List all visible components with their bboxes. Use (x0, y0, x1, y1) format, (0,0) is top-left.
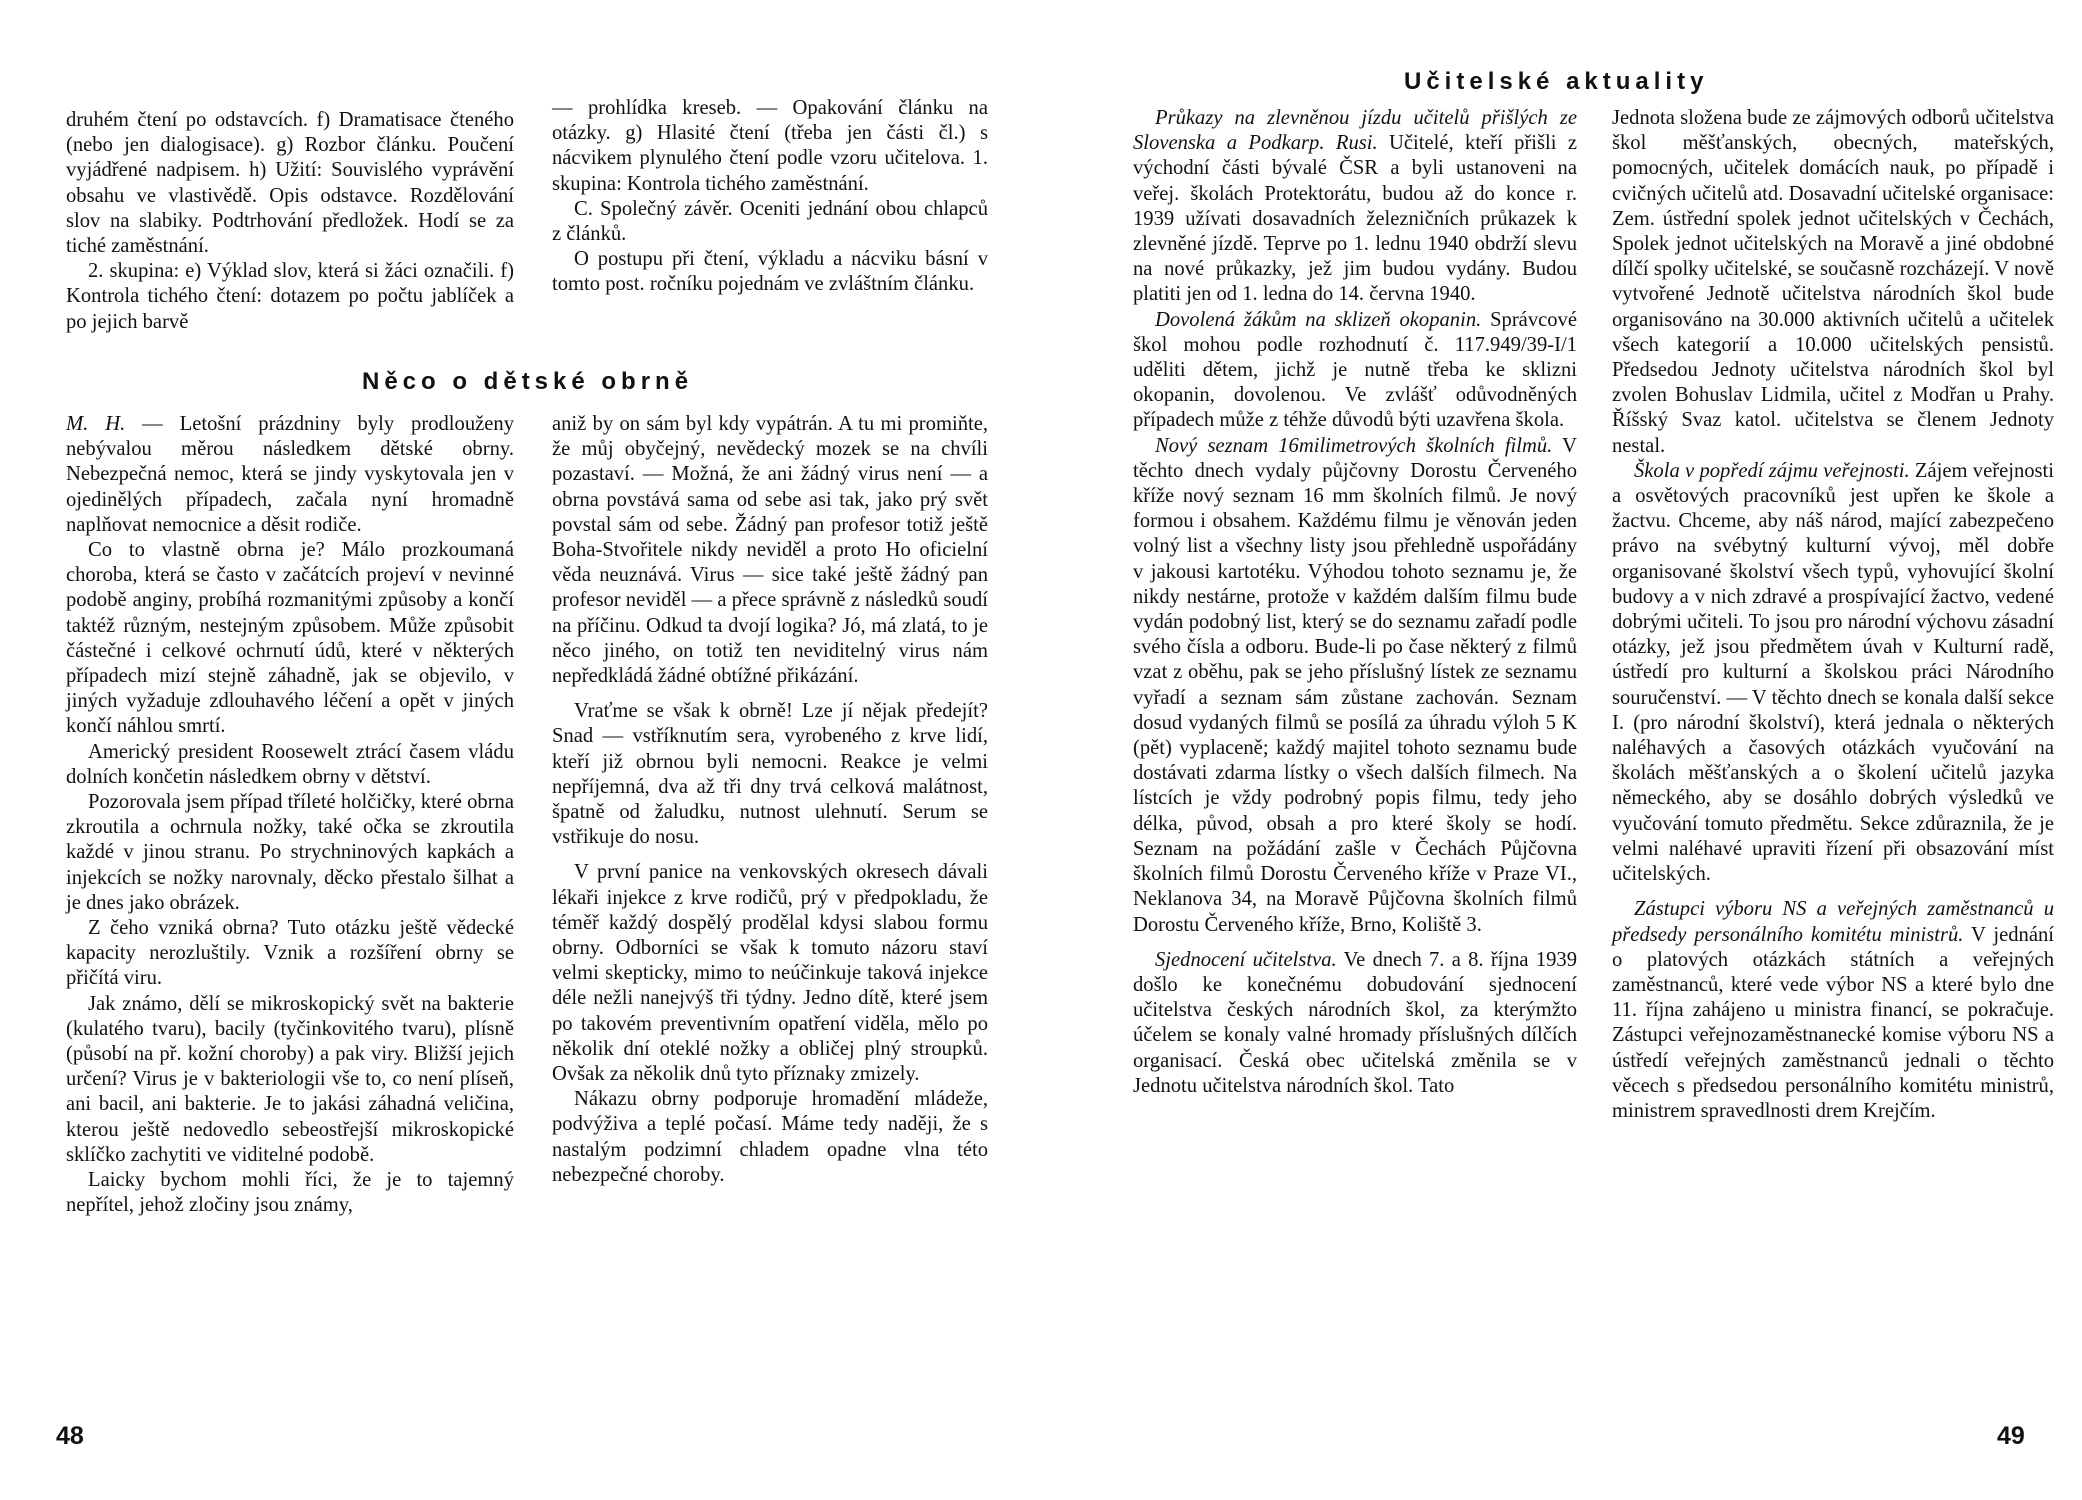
paragraph: Laicky bychom mohli říci, že je to tajemný nepřítel, jehož zločiny jsou známy, (66, 1169, 514, 1217)
paragraph: Nákazu obrny podporuje hromadění mládeže, podvýživa a teplé počasí. Máme tedy naději, že s nastalým podzimní chladem opadne vlna této nebezpečné choroby. (552, 1088, 988, 1186)
paragraph: Co to vlastně obrna je? Málo prozkoumaná choroba, která se často v začátcích projeví v nevinné podobě anginy, probíhá rozmanitými způsoby a končí taktéž různým, nestejným způsobem. Může způsobit částečné i celkové ochrnutí údů, které v některých případech mizí stejně záhadně, jak se objevilo, v jiných vyžaduje zdlouhavého léčení a opět v jiných končí náhlou smrtí. (66, 539, 514, 738)
paragraph: aniž by on sám byl kdy vypátrán. A tu mi promiňte, že můj obyčejný, nevědecký mozek se na chvíli pozastaví. — Možná, že ani žádný virus není — a obrna povstává sama od sebe asi tak, jako prý svět povstal sám od sebe. Žádný pan profesor totiž ještě Boha-Stvořitele nikdy neviděl a proto Ho oficielní věda neuznává. Virus — sice také ještě žádný pan profesor neviděl — a přece správně z následků soudí na příčinu. Odkud ta dvojí logika? Jó, má zlatá, to je něco jiného, on totiž ten neviditelný virus nám nepředkládá žádné obtížné přikázání. (552, 413, 988, 688)
news-item: Zástupci výboru NS a veřejných zaměstnanců u předsedy personálního komitétu ministrů. V jednání o platových otázkách státních a veřejných zaměstnanců, které vede výbor NS a které bylo dne 11. října zahájeno u ministra financí, se pokračuje. Zástupci veřejnozaměstnanecké komise výboru NS a ústředí veřejných zaměstnanců jednali o těchto věcech s předsedou personálního komitétu ministrů, ministrem spravedlnosti drem Krejčím. (1612, 898, 2054, 1122)
paragraph: Americký president Roosewelt ztrácí časem vládu dolních končetin následkem obrny v dětství. (66, 740, 514, 788)
left-top-column-2 (552, 96, 988, 298)
left-article-column-2 (552, 412, 988, 1188)
paragraph: druhém čtení po odstavcích. f) Dramatisace čteného (nebo jen dialogisace). g) Rozbor článku. Poučení vyjádřené nadpisem. h) Užití: Souvislého vyprávění obsahu ve vlastivědě. Opis odstavce. Rozdělování slov na slabiky. Podtrhování předložek. Hodí se za tiché zaměstnání. (66, 109, 514, 258)
article-title: Něco o dětské obrně (362, 368, 694, 395)
paragraph: Vraťme se však k obrně! Lze jí nějak předejít? Snad — vstříknutím sera, vyrobeného z krve lidí, kteří již obrnou byli nemocni. Reakce je velmi nepříjemná, dva až tři dny trvá celková malátnost, špatně od žaludku, nutnost ulehnutí. Serum se vstřikuje do nosu. (552, 700, 988, 849)
paragraph: O postupu při čtení, výkladu a nácviku básní v tomto post. ročníku pojednám ve zvláštním článku. (552, 248, 988, 296)
paragraph: Pozorovala jsem případ tříleté holčičky, které obrna zkroutila a ochrnula nožky, také očka se zkroutila každé v jinou stranu. Po strychninových kapkách a injekcích se nožky narovnaly, děcko přestalo šilhat a je dnes jako obrázek. (66, 791, 514, 914)
paragraph: 2. skupina: e) Výklad slov, která si žáci označili. f) Kontrola tichého čtení: dotazem po počtu jablíček a po jejich barvě (66, 260, 514, 333)
right-column-2 (1612, 106, 2054, 1124)
paragraph: V první panice na venkovských okresech dávali lékaři injekce z krve rodičů, prý v předpokladu, že téměř každý dospělý prodělal kdysi slabou formu obrny. Odborníci se však k tomuto názoru staví velmi skepticky, mimo to neúčinkuje taková injekce déle nežli nanejvýš tři týdny. Jedno dítě, které jsem po takovém preventivním opatření viděla, mělo po několik dní oteklé nožky a obličej plný stroupků. Ovšak za několik dnů tyto příznaky zmizely. (552, 861, 988, 1086)
author-initials: M. H. (66, 413, 126, 435)
news-item: Nový seznam 16milimetrových školních filmů. V těchto dnech vydaly půjčovny Dorostu Červeného kříže nový seznam 16 mm školních filmů. Je nový formou i obsahem. Každému filmu je věnován jeden volný list a všechny listy jsou přehledně uspořádány v jakousi kartotéku. Výhodou tohoto seznamu je, že nikdy nestárne, protože v každém dalším filmu bude vydán podobný list, který se do seznamu zařadí podle svého čísla a odboru. Bude-li po čase některý z filmů vzat z oběhu, pak se jeho příslušný lístek ze seznamu vyřadí a seznam sám zůstane zachován. Seznam dosud vydaných filmů se posílá za úhradu výloh 5 K (pět) vyplaceně; každý majitel tohoto seznamu bude dostávati zdarma lístky o všech dalších filmech. Na lístcích je vždy podrobný popis filmu, tedy jeho délka, původ, obsah a pro které školy se hodí. Seznam na požádání zašle v Čechách Půjčovna školních filmů Dorostu Červeného kříže v Praze VI., Neklanova 34, na Moravě Půjčovna školních filmů Dorostu Červeného kříže, Brno, Koliště 3. (1133, 434, 1577, 936)
right-page (1040, 0, 2082, 1500)
news-item: Dovolená žákům na sklizeň okopanin. Správcové škol mohou podle rozhodnutí č. 117.949/39-I/1 uděliti dětem, jichž je nutně třeba ke sklizni okopanin, dovolenou. Ve zvlášť odůvodněných případech může z téhže důvodů býti uzavřena škola. (1133, 308, 1577, 432)
news-item: Sjednocení učitelstva. Ve dnech 7. a 8. října 1939 došlo ke konečnému dobudování sjednocení učitelstva českých národních škol, za kterýmžto účelem se konaly valné hromady příslušných dílčích organisací. Česká obec učitelská změnila se v Jednotu učitelstva národních škol. Tato (1133, 948, 1578, 1097)
news-item-title: Dovolená žákům na sklizeň okopanin. (1155, 308, 1482, 331)
paragraph: Jak známo, dělí se mikroskopický svět na bakterie (kulatého tvaru), bacily (tyčinkovitého tvaru), plísně (působí na př. kožní choroby) a pak viry. Bližší jejich určení? Virus je v bakteriologii vše to, co není plíseň, ani bacil, ani bakterie. Je to jakási záhadná veličina, kterou ještě nedovedlo sebeostřejší mikroskopické sklíčko zachytiti ve viditelné podobě. (66, 992, 514, 1166)
left-page (0, 0, 1040, 1500)
news-item-title: Zástupci výboru NS a veřejných zaměstnanců u předsedy personálního komitétu ministrů. (1612, 898, 2054, 946)
left-article-column-1 (66, 412, 514, 1219)
news-item-title: Sjednocení učitelstva. (1155, 948, 1337, 971)
paragraph: — prohlídka kreseb. — Opakování článku na otázky. g) Hlasité čtení (třeba jen části čl.) s nácvikem plynulého čtení podle vzoru učitelova. 1. skupina: Kontrola tichého zaměstnání. (552, 97, 988, 195)
news-item-title: Nový seznam 16milimetrových školních filmů. (1155, 434, 1553, 457)
section-title: Učitelské aktuality (1404, 68, 1709, 95)
news-item-title: Škola v popředí zájmu veřejnosti. (1634, 459, 1910, 482)
paragraph: Z čeho vzniká obrna? Tuto otázku ještě vědecké kapacity nerozluštily. Vznik a rozšíření obrny se přičítá viru. (66, 917, 514, 990)
left-top-column-1 (66, 108, 514, 335)
paragraph: C. Společný závěr. Oceniti jednání obou chlapců z článků. (552, 197, 988, 246)
page-number: 49 (1997, 1422, 2025, 1450)
news-item: Průkazy na zlevněnou jízdu učitelů přišlých ze Slovenska a Podkarp. Rusi. Učitelé, kteří přišli z východní části bývalé ČSR a byli ustanoveni na veřej. školách Protektorátu, budou až do konce r. 1939 užívati dosavadních železničních průkazek k zlevněné jízdě. Teprve po 1. lednu 1940 obdrží slevu na nové průkazky, jež jim budou vydány. Budou platiti jen od 1. ledna do 14. června 1940. (1133, 107, 1578, 306)
paragraph: M. H. — Letošní prázdniny byly prodlouženy nebývalou měrou následkem dětské obrny. Nebezpečná nemoc, která se jindy vyskytovala jen v ojedinělých případech, začala nyní hromadně naplňovat nemocnice a děsit rodiče. (66, 413, 514, 536)
page-number: 48 (56, 1422, 84, 1450)
news-item: Škola v popředí zájmu veřejnosti. Zájem veřejnosti a osvětových pracovníků jest upřen ke škole a žactvu. Chceme, aby náš národ, mající zabezpečeno právo na svébytný kulturní vývoj, měl dobře organisované školství všech typů, vyhovující školní budovy a v nich zdravé a prospívající žactvo, vedené dobrými učiteli. To jsou pro národní výchovu zásadní otázky, jež jsou předmětem úvah v Kulturní radě, ústředí pro kulturní a školskou práci Národního souručenství. — V těchto dnech se konala další sekce I. (pro národní školství), která jednala o některých naléhavých a časových otázkách vyučování na školách měšťanských a o školení učitelů jazyka německého, aby se dosáhlo dobrých výsledků ve vyučování tomuto předmětu. Sekce zdůraznila, že je velmi naléhavé upraviti řízení při obsazování míst učitelských. (1612, 459, 2054, 886)
right-column-1 (1133, 106, 1577, 1099)
news-item-title: Průkazy na zlevněnou jízdu učitelů přišlých ze Slovenska a Podkarp. Rusi. (1133, 107, 1577, 155)
news-item: Jednota složena bude ze zájmových odborů učitelstva škol měšťanských, obecných, mateřských, pomocných, učitelek domácích nauk, po případě i cvičných učitelů atd. Dosavadní učitelské organisace: Zem. ústřední spolek jednot učitelských v Čechách, Spolek jednot učitelských na Moravě a jiné obdobné dílčí spolky učitelské, se současně rozcházejí. V nově vytvořené Jednotě učitelstva národních škol bude organisováno na 30.000 aktivních učitelů a učitelek všech kategorií a 10.000 učitelských pensistů. Předsedou Jednoty učitelstva národních škol byl zvolen Bohuslav Lidmila, učitel z Modřan u Prahy. Říšský Svaz katol. učitelstva se členem Jednoty nestal. (1612, 107, 2054, 457)
